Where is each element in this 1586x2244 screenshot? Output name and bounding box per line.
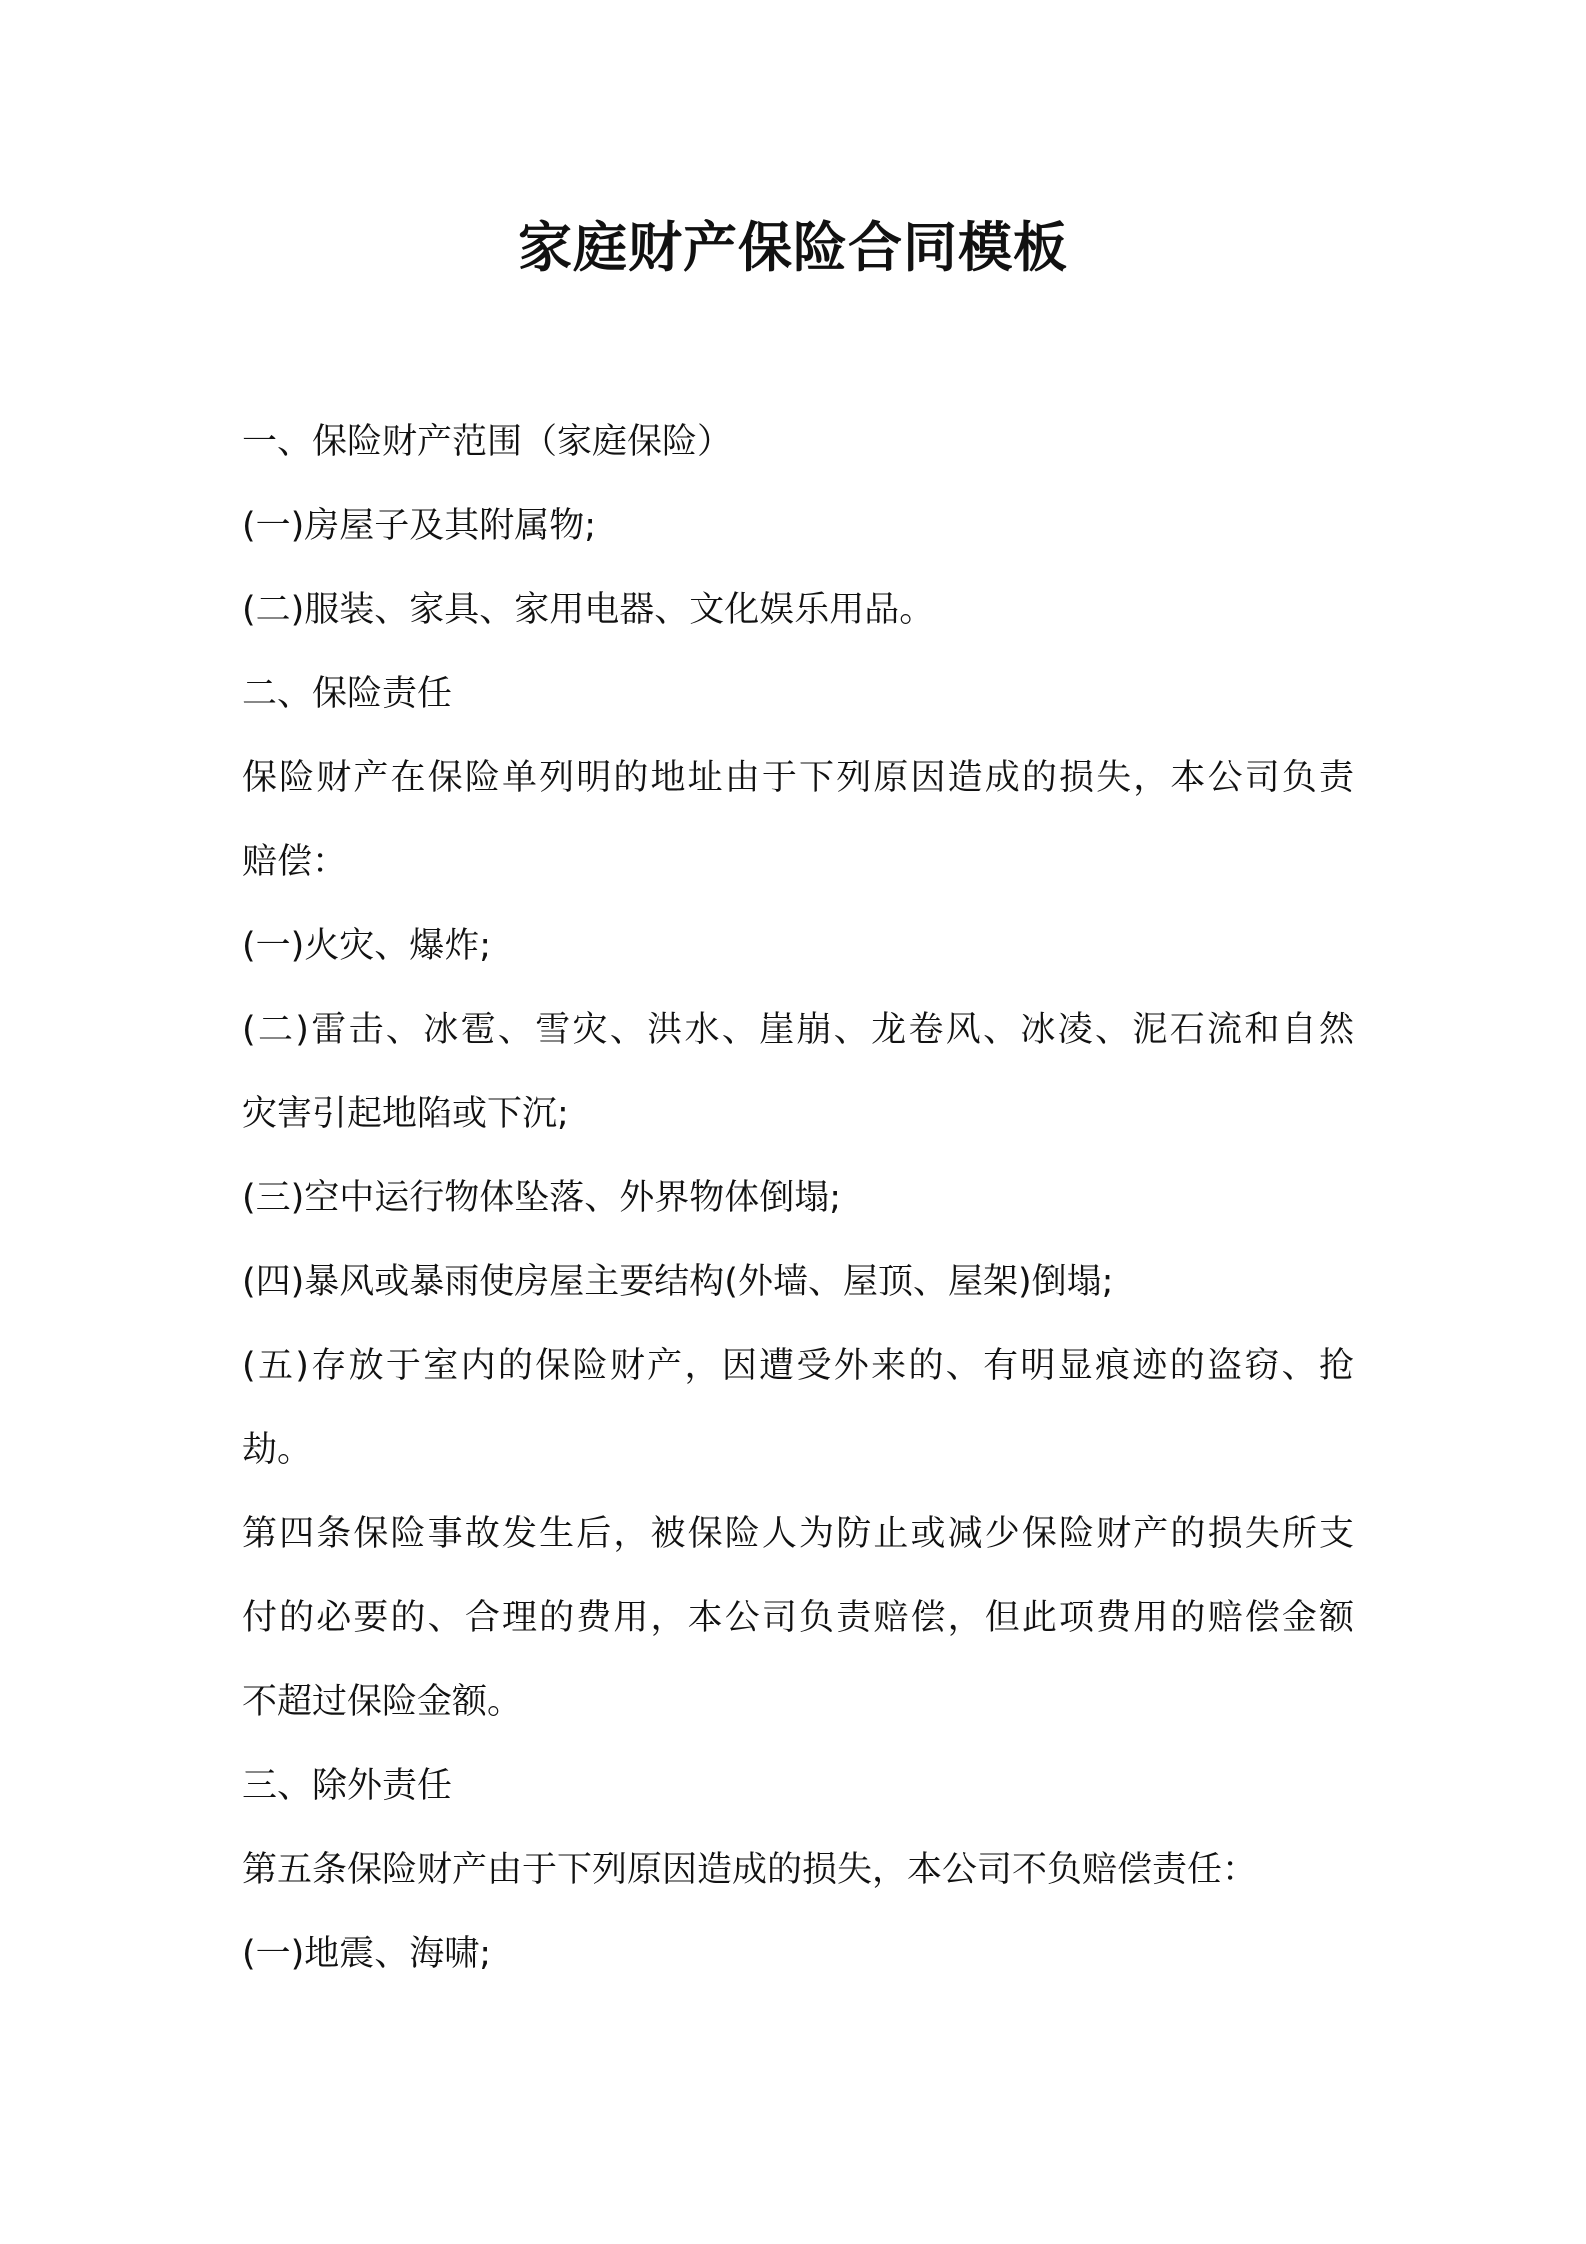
clause-item: (一)火灾、爆炸; — [242, 926, 492, 966]
clause-item: (二)服装、家具、家用电器、文化娱乐用品。 — [242, 590, 935, 630]
paragraph-line: 第四条保险事故发生后，被保险人为防止或减少保险财产的损失所支 — [242, 1514, 1354, 1554]
section-heading: 二、保险责任 — [242, 674, 453, 714]
document-body — [242, 400, 1354, 1996]
section-heading: 一、保险财产范围（家庭保险） — [242, 422, 733, 462]
clause-item: (五)存放于室内的保险财产，因遭受外来的、有明显痕迹的盗窃、抢 — [242, 1346, 1354, 1386]
clause-item: 劫。 — [242, 1430, 313, 1470]
paragraph-line: 付的必要的、合理的费用，本公司负责赔偿，但此项费用的赔偿金额 — [242, 1598, 1354, 1638]
clause-item: (三)空中运行物体坠落、外界物体倒塌; — [242, 1178, 842, 1218]
clause-item: (四)暴风或暴雨使房屋主要结构(外墙、屋顶、屋架)倒塌; — [242, 1262, 1114, 1302]
paragraph-line: 赔偿： — [242, 842, 348, 882]
document-title: 家庭财产保险合同模板 — [518, 216, 1068, 279]
clause-item: 灾害引起地陷或下沉; — [242, 1094, 569, 1134]
paragraph-line: 保险财产在保险单列明的地址由于下列原因造成的损失，本公司负责 — [242, 758, 1354, 798]
section-heading: 三、除外责任 — [242, 1766, 453, 1806]
paragraph-line: 不超过保险金额。 — [242, 1682, 523, 1722]
clause-item: (一)地震、海啸; — [242, 1934, 492, 1974]
clause-item: (一)房屋子及其附属物; — [242, 506, 597, 546]
clause-item: (二)雷击、冰雹、雪灾、洪水、崖崩、龙卷风、冰凌、泥石流和自然 — [242, 1010, 1354, 1050]
paragraph-line: 第五条保险财产由于下列原因造成的损失，本公司不负赔偿责任： — [242, 1850, 1258, 1890]
